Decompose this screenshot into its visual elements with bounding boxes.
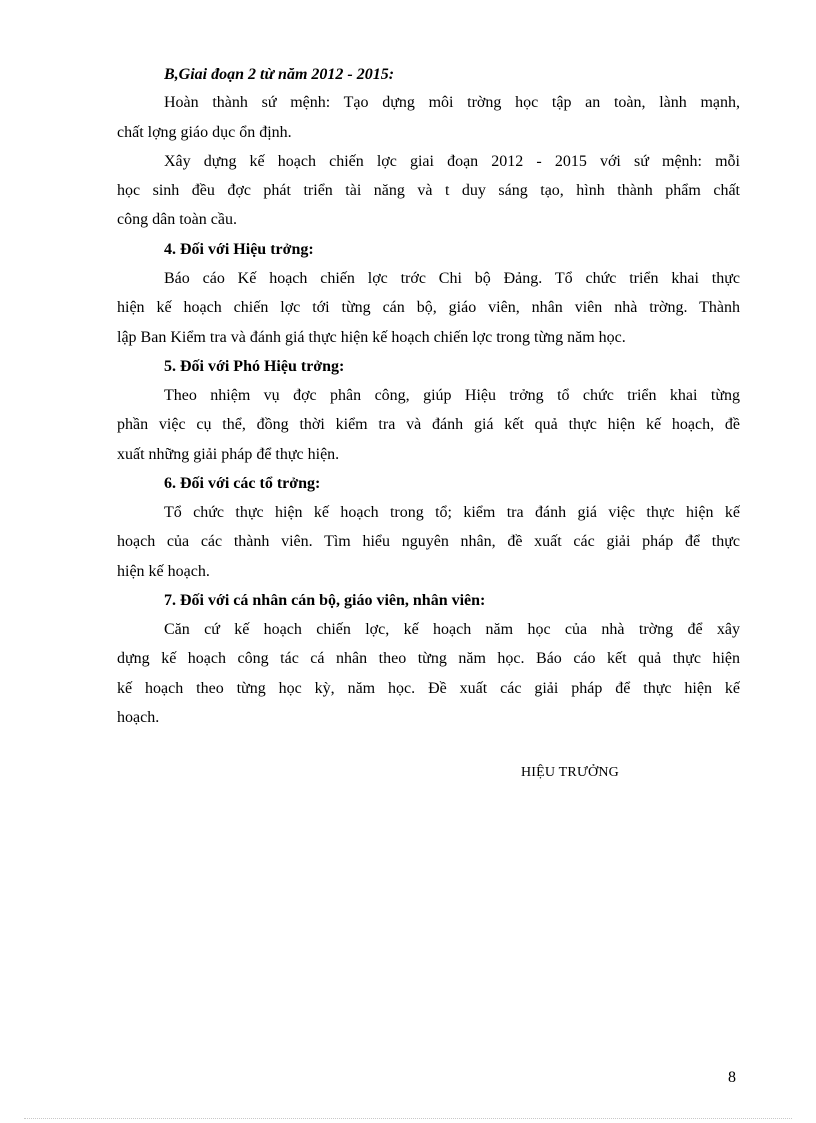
section-6-line-3: hiện kế hoạch. bbox=[117, 563, 210, 580]
section-b-paragraph-1-line-1: Hoàn thành sứ mệnh: Tạo dựng môi trờng học tập an toàn, lành mạnh, bbox=[164, 94, 740, 111]
section-5-line-3: xuất những giải pháp để thực hiện. bbox=[117, 446, 340, 463]
heading-5: 5. Đối với Phó Hiệu trởng: bbox=[164, 358, 345, 375]
section-b-paragraph-1-line-2: chất lợng giáo dục ổn định. bbox=[117, 124, 292, 141]
section-5-line-2: phần việc cụ thể, đồng thời kiểm tra và đánh giá kết quả thực hiện kế hoạch, đề bbox=[117, 416, 740, 433]
page-bottom-border bbox=[24, 1118, 792, 1119]
section-5-line-1: Theo nhiệm vụ đợc phân công, giúp Hiệu trởng tổ chức triển khai từng bbox=[164, 387, 740, 404]
section-4-line-3: lập Ban Kiểm tra và đánh giá thực hiện kế hoạch chiến lợc trong từng năm học. bbox=[117, 329, 626, 346]
section-7-line-1: Căn cứ kế hoạch chiến lợc, kế hoạch năm học của nhà trờng để xây bbox=[164, 621, 740, 638]
heading-7: 7. Đối với cá nhân cán bộ, giáo viên, nhân viên: bbox=[164, 592, 486, 609]
heading-4: 4. Đối với Hiệu trởng: bbox=[164, 241, 314, 258]
section-b-paragraph-2-line-3: công dân toàn cầu. bbox=[117, 211, 237, 228]
section-b-paragraph-2-line-2: học sinh đều đợc phát triển tài năng và t duy sáng tạo, hình thành phẩm chất bbox=[117, 182, 740, 199]
signature-title: HIỆU TRƯỞNG bbox=[521, 765, 619, 780]
heading-6: 6. Đối với các tổ trởng: bbox=[164, 475, 321, 492]
section-b-paragraph-2-line-1: Xây dựng kế hoạch chiến lợc giai đoạn 2012 - 2015 với sứ mệnh: mỗi bbox=[164, 153, 740, 170]
page-number: 8 bbox=[728, 1069, 736, 1086]
section-6-line-2: hoạch của các thành viên. Tìm hiểu nguyên nhân, đề xuất các giải pháp để thực bbox=[117, 533, 740, 550]
section-4-line-1: Báo cáo Kế hoạch chiến lợc trớc Chi bộ Đảng. Tổ chức triển khai thực bbox=[164, 270, 740, 287]
section-7-line-4: hoạch. bbox=[117, 709, 160, 726]
section-7-line-3: kế hoạch theo từng học kỳ, năm học. Đề xuất các giải pháp để thực hiện kế bbox=[117, 680, 740, 697]
section-7-line-2: dựng kế hoạch công tác cá nhân theo từng năm học. Báo cáo kết quả thực hiện bbox=[117, 650, 740, 667]
section-4-line-2: hiện kế hoạch chiến lợc tới từng cán bộ, giáo viên, nhân viên nhà trờng. Thành bbox=[117, 299, 740, 316]
section-b-heading: B,Giai đoạn 2 từ năm 2012 - 2015: bbox=[164, 66, 395, 83]
section-6-line-1: Tổ chức thực hiện kế hoạch trong tổ; kiểm tra đánh giá việc thực hiện kế bbox=[164, 504, 740, 521]
